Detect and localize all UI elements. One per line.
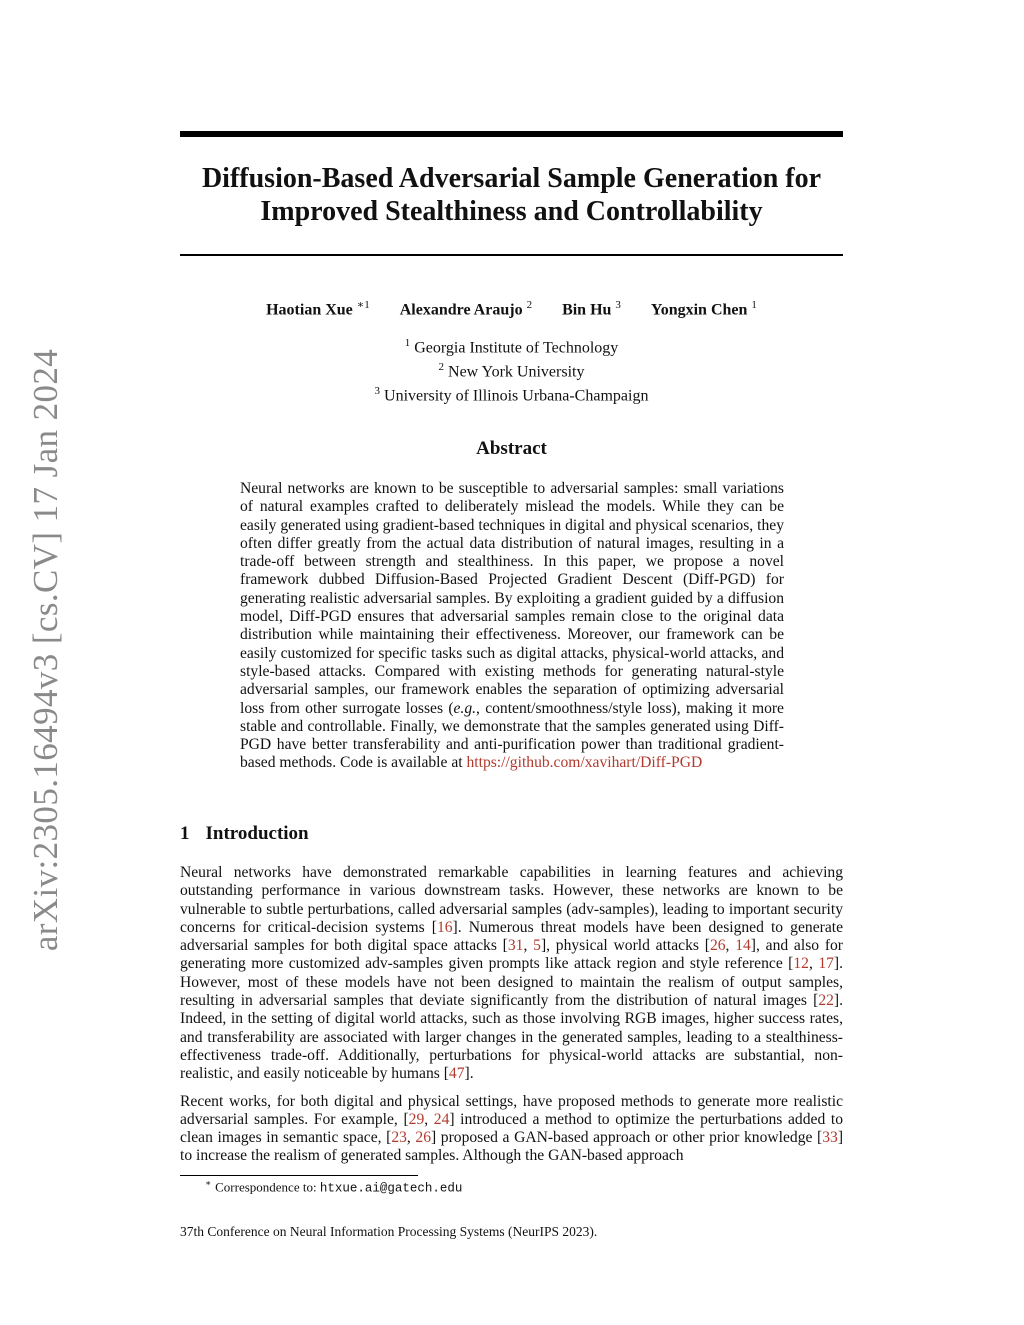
citation-link[interactable]: 24 xyxy=(433,1110,450,1128)
citation-link[interactable]: 23 xyxy=(391,1129,407,1147)
author: Alexandre Araujo $^2$ xyxy=(399,299,533,319)
citation-link[interactable]: 26 xyxy=(709,937,726,955)
affiliations xyxy=(180,334,843,405)
author-list xyxy=(180,298,843,319)
abstract-body: Neural networks are known to be susceptible to adversarial samples: small variations of natural examples crafted to deliberately mislead the models. While they can be easily generated using gradient-based techniques in digital and physical scenarios, they often differ greatly from the actual data distribution of natural images, resulting in a trade-off between strength and stealthiness. In this paper, we propose a novel framework dubbed Diffusion-Based Projected Gradient Descent (Diff-PGD) for generating realistic adversarial samples. By exploiting a gradient guided by a diffusion model, Diff-PGD ensures that adversarial samples remain close to the original data distribution while maintaining their effectiveness. Moreover, our framework can be easily customized for specific tasks such as digital attacks, physical-world attacks, and style-based attacks. Compared with existing methods for generating natural-style adversarial samples, our framework enables the separation of optimizing adversarial loss from other surrogate losses (e.g., content/smoothness/style loss), making it more stable and controllable. Finally, we demonstrate that the samples generated using Diff-PGD have better transferability and anti-purification power than traditional gradient-based methods. Code is available at https://github.com/xavihart/Diff-PGD xyxy=(240,480,784,772)
code-link[interactable]: https://github.com/xavihart/Diff-PGD xyxy=(466,754,703,772)
paragraph: Neural networks have demonstrated remarkable capabilities in learning features and achieving outstanding performance in various downstream tasks. However, these networks are known to be vulnerable to subtle perturbations, called adversarial samples (adv-samples), leading to important security concerns for critical-decision systems [16]. Numerous threat models have been designed to generate adversarial samples for both digital space attacks [31, 5], physical world attacks [26, 14], and also for generating more customized adv-samples given prompts like attack region and style reference [12, 17]. However, most of these models have not been designed to maintain the realism of output samples, resulting in adversarial samples that deviate significantly from the distribution of natural images [22]. Indeed, in the setting of digital world attacks, such as those involving RGB images, higher success rates, and transferability are associated with larger changes in the generated samples, leading to a stealthiness-effectiveness trade-off. Additionally, perturbations for physical-world attacks are substantial, non-realistic, and easily noticeable by humans [47]. xyxy=(180,864,844,1083)
title-top-rule xyxy=(180,131,843,137)
arxiv-identifier[interactable]: arXiv:2305.16494v3 [cs.CV] 17 Jan 2024 xyxy=(26,348,65,952)
section-number: 1 xyxy=(180,823,190,844)
author: Yongxin Chen $^1$ xyxy=(650,299,757,319)
affiliation: $^2$ New York University xyxy=(438,360,585,381)
citation-link[interactable]: 31 xyxy=(507,937,524,955)
abstract-heading: Abstract xyxy=(476,438,547,459)
citation-link[interactable]: 16 xyxy=(436,918,453,936)
footnote: ∗ Correspondence to: htxue.ai@gatech.edu xyxy=(205,1178,463,1196)
citation-link[interactable]: 29 xyxy=(408,1110,425,1128)
citation-link[interactable]: 12 xyxy=(793,955,809,973)
citation-link[interactable]: 5 xyxy=(533,937,541,955)
section-title: Introduction xyxy=(205,823,309,844)
conference-note: 37th Conference on Neural Information Processing Systems (NeurIPS 2023). xyxy=(180,1224,598,1239)
citation-link[interactable]: 47 xyxy=(448,1065,465,1083)
citation-link[interactable]: 17 xyxy=(818,955,834,973)
paragraph: Recent works, for both digital and physical settings, have proposed methods to generate more realistic adversarial samples. For example, [29, 24] introduced a method to optimize the perturbations added to clean images in semantic space, [23, 26] proposed a GAN-based approach or other prior knowledge [33] to increase the realism of generated samples. Although the GAN-based approach xyxy=(180,1092,844,1165)
citation-link[interactable]: 14 xyxy=(735,937,751,955)
title-line-1: Diffusion-Based Adversarial Sample Generation for xyxy=(201,163,822,194)
title-line-2: Improved Stealthiness and Controllability xyxy=(260,196,763,227)
author: Bin Hu $^3$ xyxy=(562,299,621,319)
citation-link[interactable]: 26 xyxy=(415,1129,431,1147)
author: Haotian Xue $^{∗1}$ xyxy=(266,299,370,319)
email-address[interactable]: htxue.ai@gatech.edu xyxy=(319,1181,463,1196)
footnote-rule xyxy=(180,1175,418,1176)
citation-link[interactable]: 22 xyxy=(818,992,834,1010)
title-bottom-rule xyxy=(180,254,843,256)
introduction-body xyxy=(180,864,843,1175)
section-heading xyxy=(180,823,309,845)
paper-title xyxy=(180,162,843,228)
affiliation: $^1$ Georgia Institute of Technology xyxy=(404,337,619,357)
affiliation: $^3$ University of Illinois Urbana-Champaign xyxy=(374,384,649,404)
citation-link[interactable]: 33 xyxy=(822,1129,838,1147)
